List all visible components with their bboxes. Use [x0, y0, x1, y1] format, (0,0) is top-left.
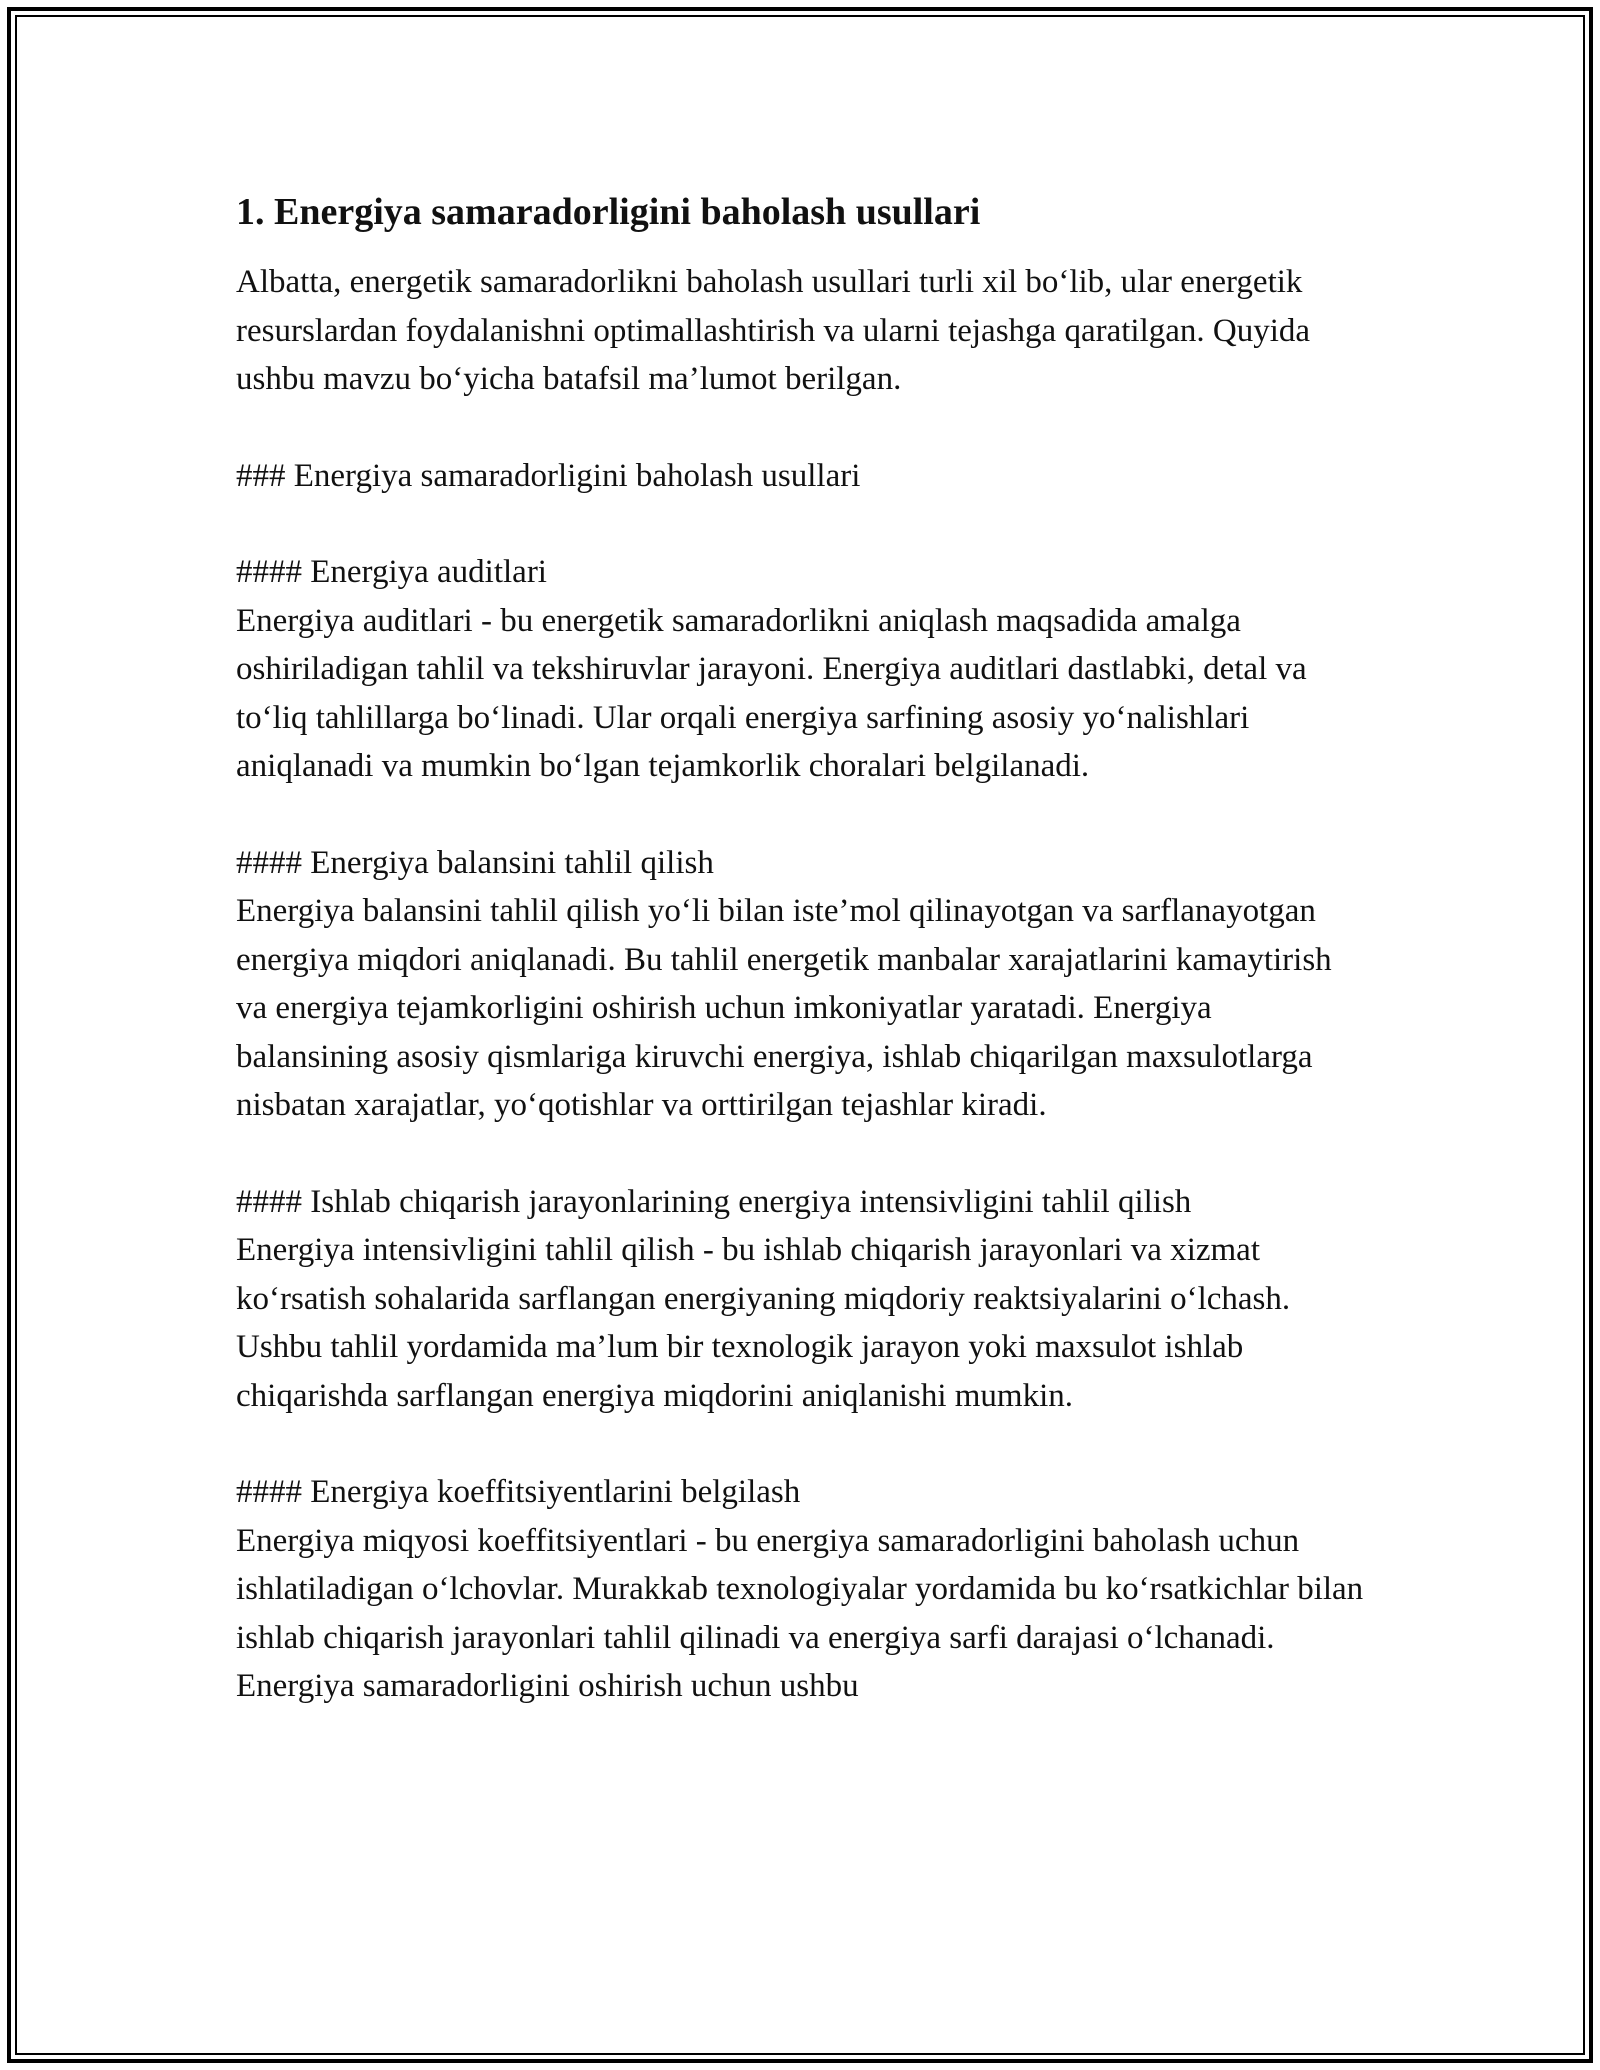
document-body [236, 186, 1366, 1759]
subsection-energy-audits [236, 548, 1366, 791]
section-heading-block [236, 452, 1366, 501]
subsection-energy-balance [236, 839, 1366, 1130]
subsection-heading: #### Energiya koeffitsiyentlarini belgilash [236, 1474, 801, 1510]
subsection-body: Energiya intensivligini tahlil qilish - bu ishlab chiqarish jarayonlari va xizmat ko‘rsatish sohalarida sarflangan energiyaning miqdoriy reaktsiyalarini o‘lchash. Ushbu tahlil yordamida ma’lum bir texnologik jarayon yoki maxsulot ishlab chiqarishda sarflangan energiya miqdorini aniqlanishi mumkin. [236, 1232, 1291, 1414]
intro-paragraph: Albatta, energetik samaradorlikni baholash usullari turli xil bo‘lib, ular energetik resurslardan foydalanishni optimallashtirish va ularni tejashga qaratilgan. Quyida ushbu mavzu bo‘yicha batafsil ma’lumot berilgan. [236, 264, 1311, 397]
subsection-energy-coefficients [236, 1468, 1366, 1711]
subsection-heading: #### Energiya auditlari [236, 554, 547, 590]
section-heading: ### Energiya samaradorligini baholash usullari [236, 457, 861, 494]
subsection-energy-intensity [236, 1178, 1366, 1421]
document-title: 1. Energiya samaradorligini baholash usullari [236, 191, 981, 233]
subsection-heading: #### Energiya balansini tahlil qilish [236, 844, 714, 881]
subsection-body: Energiya balansini tahlil qilish yo‘li bilan iste’mol qilinayotgan va sarflanayotgan energiya miqdori aniqlanadi. Bu tahlil energetik manbalar xarajatlarini kamaytirish va energiya tejamkorligini oshirish uchun imkoniyatlar yaratadi. Energiya balansining asosiy qismlariga kiruvchi energiya, ishlab chiqarilgan maxsulotlarga nisbatan xarajatlar, yo‘qotishlar va orttirilgan tejashlar kiradi. [236, 893, 1332, 1123]
intro-block [236, 258, 1366, 404]
subsection-body: Energiya miqyosi koeffitsiyentlari - bu energiya samaradorligini baholash uchun ishlatiladigan o‘lchovlar. Murakkab texnologiyalar yordamida bu ko‘rsatkichlar bilan ishlab chiqarish jarayonlari tahlil qilinadi va energiya sarfi darajasi o‘lchanadi. Energiya samaradorligini oshirish uchun ushbu [236, 1522, 1364, 1704]
subsection-heading: #### Ishlab chiqarish jarayonlarining energiya intensivligini tahlil qilish [236, 1183, 1192, 1220]
subsection-body: Energiya auditlari - bu energetik samaradorlikni aniqlash maqsadida amalga oshiriladigan tahlil va tekshiruvlar jarayoni. Energiya auditlari dastlabki, detal va to‘liq tahlillarga bo‘linadi. Ular orqali energiya sarfining asosiy yo‘nalishlari aniqlanadi va mumkin bo‘lgan tejamkorlik choralari belgilanadi. [236, 602, 1307, 784]
